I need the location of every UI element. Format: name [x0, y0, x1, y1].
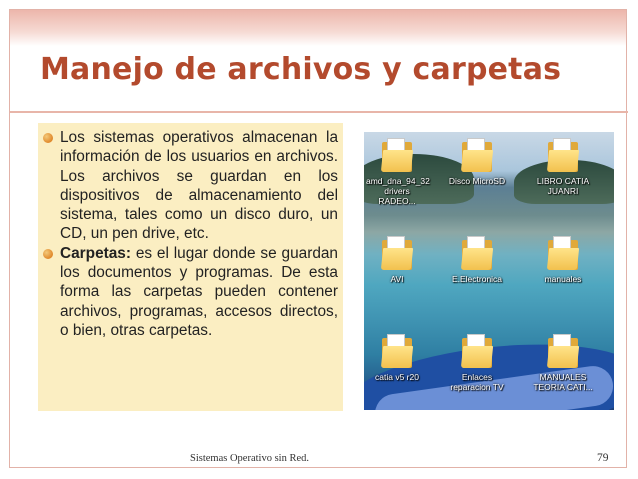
folder-label: manuales [544, 274, 582, 284]
folder-label: Disco MicroSD [448, 176, 506, 186]
footer-text: Sistemas Operativo sin Red. [190, 453, 309, 464]
bullet-text: es el lugar donde se guardan los documentos y programas. De esta forma las carpetas pueden contener archivos, programas, accesos directos, o bien, otras carpetas. [60, 244, 338, 339]
folder-icon [382, 236, 412, 270]
folder-label: amd_dna_94_32 drivers RADEO... [366, 176, 430, 206]
bullet-term: Carpetas: [60, 244, 131, 262]
folder-label: AVI [390, 274, 404, 284]
desktop-folder-icon[interactable] [366, 334, 428, 382]
folder-icon [548, 138, 578, 172]
desktop-screenshot [364, 132, 614, 410]
title-divider [10, 111, 628, 113]
folder-label: catia v5 r20 [375, 372, 419, 382]
folder-label: MANUALES TEORIA CATI... [533, 372, 593, 392]
folder-icon [382, 334, 412, 368]
folder-icon [462, 334, 492, 368]
bullet-list [40, 128, 338, 340]
bullet-text: Los sistemas operativos almacenan la información de los usuarios en archivos. Los archivos se guardan en los dispositivos de almacenamiento del sistema, tales como un disco duro, un CD, un pen drive, etc. [60, 129, 338, 243]
bullet-icon [43, 249, 53, 259]
bullet-icon [43, 133, 53, 143]
folder-icon [548, 334, 578, 368]
folder-icon [462, 236, 492, 270]
title-band [10, 10, 626, 46]
desktop-folder-icon[interactable] [446, 334, 508, 392]
slide-title: Manejo de archivos y carpetas [40, 52, 562, 87]
desktop-folder-icon[interactable] [532, 138, 594, 196]
folder-icon [462, 138, 492, 172]
bullet-item [40, 244, 338, 340]
folder-label: LIBRO CATIA JUANRI [536, 176, 590, 196]
page-number: 79 [597, 452, 609, 464]
folder-icon [382, 138, 412, 172]
desktop-folder-icon[interactable] [446, 138, 508, 186]
folder-label: Enlaces reparacion TV [450, 372, 504, 392]
folder-icon [548, 236, 578, 270]
desktop-folder-icon[interactable] [366, 138, 428, 206]
bullet-item [40, 128, 338, 244]
desktop-folder-icon[interactable] [366, 236, 428, 284]
desktop-folder-icon[interactable] [446, 236, 508, 284]
folder-label: E.Electronica [451, 274, 503, 284]
desktop-folder-icon[interactable] [532, 236, 594, 284]
desktop-folder-icon[interactable] [532, 334, 594, 392]
